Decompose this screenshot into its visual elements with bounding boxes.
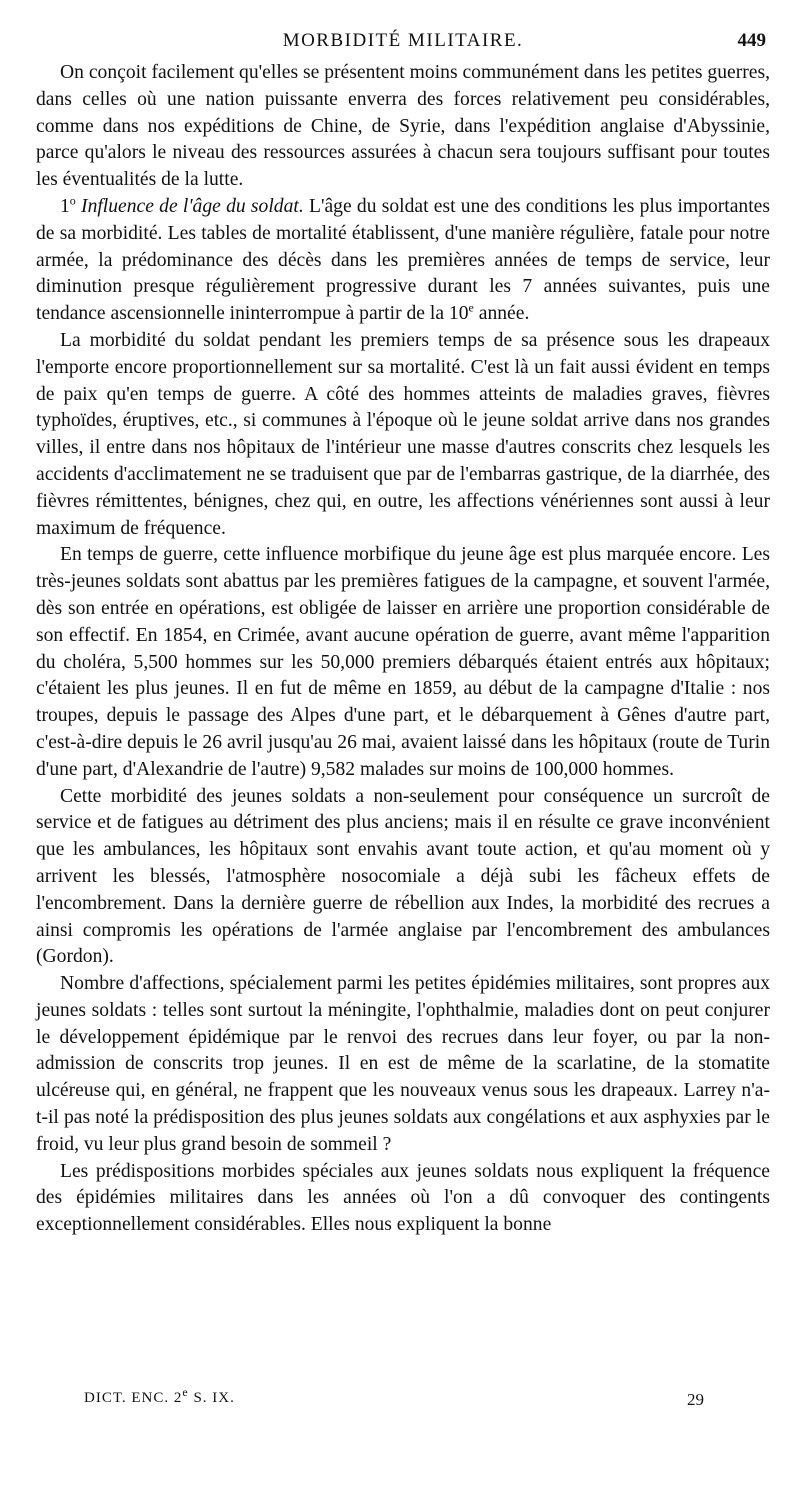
paragraph-6	[36, 971, 770, 1159]
page-number: 449	[737, 30, 766, 51]
paragraph-6-text: Nombre d'affections, spécialement parmi les petites épidémies militaires, sont propres aux jeunes soldats : telles sont surtout la méningite, l'ophthalmie, maladies dont on peut conjurer le développement épidémique par le renvoi des recrues dans leur foyer, ou par la non-admission de conscrits trop jeunes. Il en est de même de la scarlatine, de la stomatite ulcéreuse qui, en général, ne frappent que les nouveaux venus sous les drapeaux. Larrey n'a-t-il pas noté la prédisposition des plus jeunes soldats aux congélations et aux asphyxies par le froid, vu leur plus grand besoin de sommeil ?	[36, 973, 770, 1155]
paragraph-4	[36, 542, 770, 783]
paragraph-7-text: Les prédispositions morbides spéciales aux jeunes soldats nous expliquent la fréquence des épidémies militaires dans les années où l'on a dû convoquer des contingents exceptionnellement considérables. Elles nous expliquent la bonne	[36, 1160, 770, 1236]
signature-line	[84, 1385, 704, 1414]
paragraph-1	[36, 60, 770, 194]
paragraph-1-text: On conçoit facilement qu'elles se présentent moins communément dans les petites guerres, dans celles où une nation puissante enverra des forces relativement peu considérables, comme dans nos expéditions de Chine, de Syrie, dans l'expédition anglaise d'Abyssinie, parce qu'alors le niveau des ressources assurées à chacun sera toujours suffisant pour toutes les éventualités de la lutte.	[36, 62, 770, 191]
section-title: Influence de l'âge du soldat.	[81, 195, 304, 217]
ordinal-sup: e	[468, 300, 474, 315]
paragraph-3-text: La morbidité du soldat pendant les premiers temps de sa présence sous les drapeaux l'emporte encore proportionnellement sur sa mortalité. C'est là un fait aussi évident en temps de paix qu'en temps de guerre. A côté des hommes atteints de maladies graves, fièvres typhoïdes, éruptives, etc., si communes à l'époque où le jeune soldat arrive dans nos grandes villes, il entre dans nos hôpitaux de l'intérieur une masse d'autres conscrits chez lesquels les accidents d'acclimatement ne se traduisent que par de l'embarras gastrique, de la diarrhée, des fièvres rémittentes, bénignes, chez qui, en outre, les affections vénériennes sont aussi à leur maximum de fréquence.	[36, 329, 770, 539]
signature-left: DICT. ENC.	[84, 1390, 170, 1406]
section-number-sup: o	[69, 193, 76, 208]
paragraph-5-text: Cette morbidité des jeunes soldats a non-seulement pour conséquence un surcroît de service et de fatigues au détriment des plus anciens; mais il en résulte ce grave inconvénient que les ambulances, les hôpitaux sont envahis avant toute action, et qu'au moment où y arrivent les blessés, l'atmosphère nosocomiale a déjà subi les fâcheux effets de l'encombrement. Dans la dernière guerre de rébellion aux Indes, la morbidité des recrues a ainsi compromis les opérations de l'armée anglaise par l'encombrement des ambulances (Gordon).	[36, 785, 770, 968]
signature-series-sup: e	[182, 1385, 189, 1399]
paragraph-5	[36, 784, 770, 972]
signature-series-num: 2	[173, 1390, 183, 1406]
body-text	[36, 60, 770, 1239]
section-number: 1	[60, 195, 70, 217]
paragraph-2	[36, 194, 770, 328]
paragraph-3	[36, 328, 770, 542]
running-title: MORBIDITÉ MILITAIRE.	[282, 30, 524, 51]
signature-number: 29	[687, 1390, 704, 1409]
paragraph-2-tail: année.	[473, 303, 530, 325]
page	[36, 30, 770, 1239]
signature-mark	[84, 1385, 235, 1407]
paragraph-4-text: En temps de guerre, cette influence morbifique du jeune âge est plus marquée encore. Les très-jeunes soldats sont abattus par les premières fatigues de la campagne, et souvent l'armée, dès son entrée en opérations, est obligée de laisser en arrière une proportion considérable de son effectif. En 1854, en Crimée, avant aucune opération de guerre, avant même l'apparition du choléra, 5,500 hommes sur les 50,000 premiers débarqués étaient entrés aux hôpitaux; c'étaient les plus jeunes. Il en fut de même en 1859, au début de la campagne d'Italie : nos troupes, depuis le passage des Alpes d'une part, et le débarquement à Gênes d'autre part, c'est-à-dire depuis le 26 avril jusqu'au 26 mai, avaient laissé dans les hôpitaux (route de Turin d'une part, d'Alexandrie de l'autre) 9,582 malades sur moins de 100,000 hommes.	[36, 544, 770, 780]
paragraph-7	[36, 1159, 770, 1239]
paragraph-2-text: L'âge du soldat est une des conditions les plus importantes de sa morbidité. Les tables de mortalité établissent, d'une manière régulière, fatale pour notre armée, la prédominance des décès dans les premières années de temps de service, leur diminution presque régulièrement progressive durant les 7 années suivantes, puis une tendance ascensionnelle ininterrompue à partir de la 10	[36, 195, 770, 325]
signature-series-rest: S. IX.	[188, 1390, 235, 1406]
running-head	[36, 30, 770, 60]
